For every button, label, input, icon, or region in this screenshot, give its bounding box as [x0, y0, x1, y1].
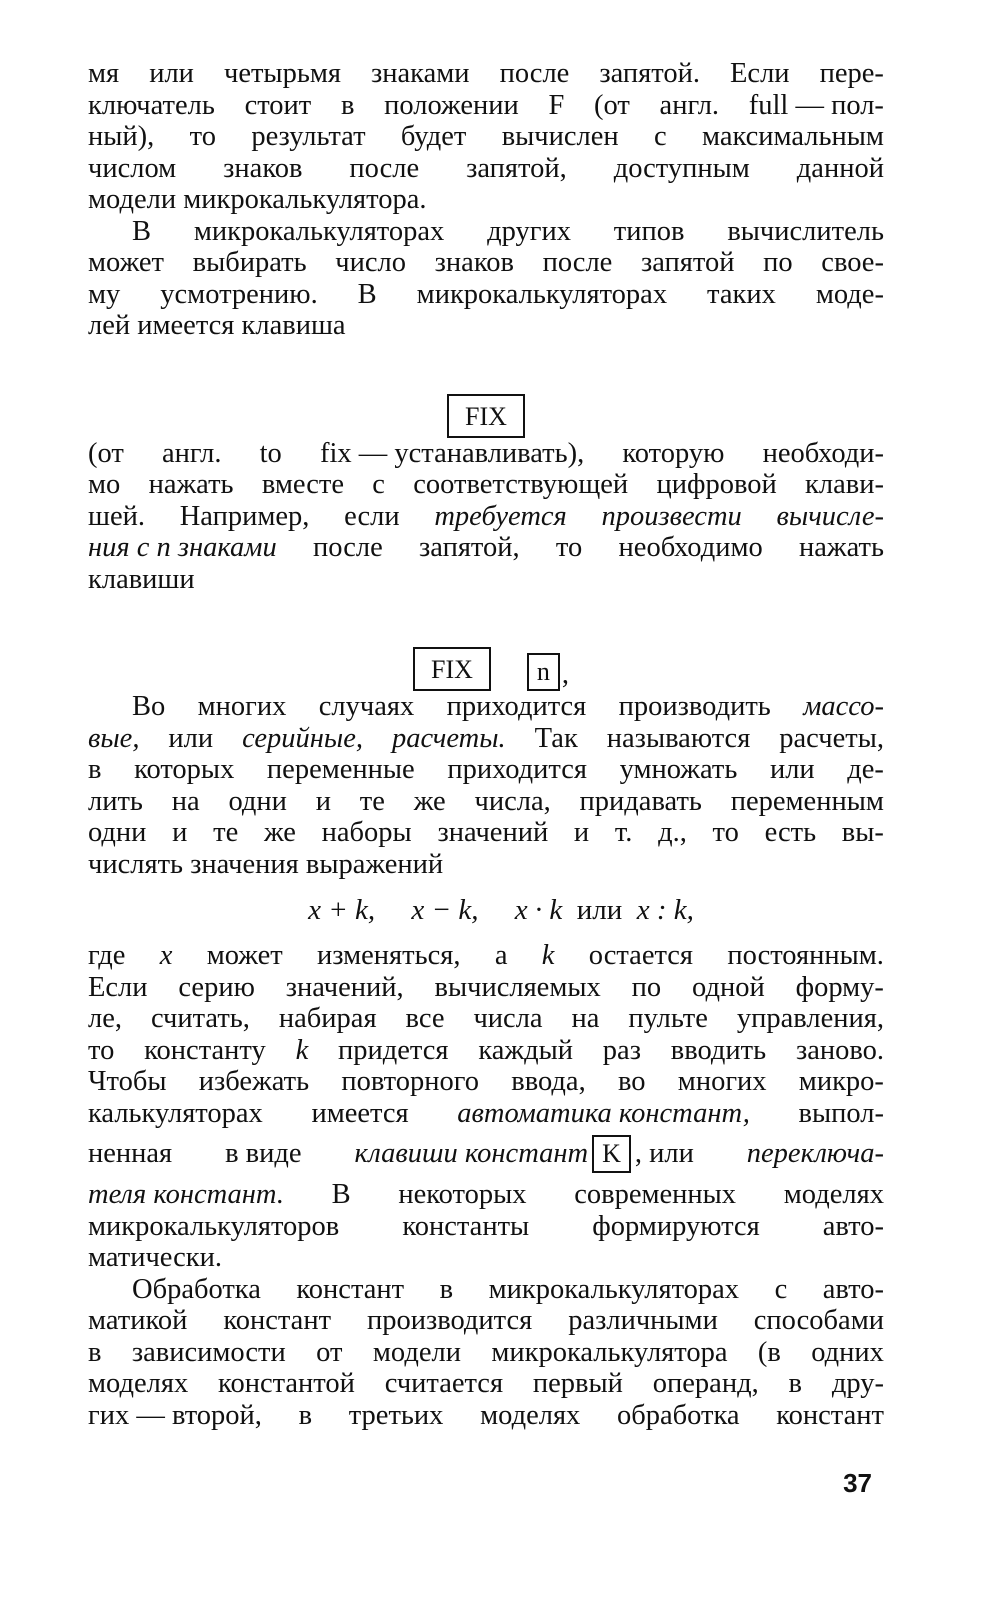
word: нажать: [148, 469, 234, 500]
paragraph: [88, 216, 884, 342]
word: ключатель: [88, 89, 215, 121]
text-span: лей имеется клавиша: [88, 310, 346, 341]
word: есть: [764, 817, 817, 848]
word: изменяться,: [317, 940, 461, 971]
word: где: [88, 940, 126, 971]
word: full — пол-: [748, 89, 884, 121]
word: вычисляемых: [434, 971, 601, 1003]
word: после: [542, 247, 613, 278]
word: микро-: [798, 1066, 884, 1097]
word: многих: [197, 691, 287, 722]
text-span: числять значения выражений: [88, 848, 444, 880]
word: на: [571, 1003, 600, 1034]
word: третьих: [348, 1399, 444, 1431]
word: же: [263, 817, 296, 848]
text-line: [88, 691, 884, 723]
word: константы: [402, 1210, 530, 1242]
word: переменным: [730, 785, 884, 817]
word: усмотрению.: [160, 278, 318, 310]
text-line: [88, 1400, 884, 1432]
word: если: [344, 500, 400, 532]
word: запятой: [640, 247, 735, 278]
text-line: [88, 90, 884, 122]
text-line: [88, 817, 884, 849]
word: запятой.: [599, 58, 700, 89]
word: пере-: [819, 58, 884, 89]
text-span: ненная: [88, 1138, 173, 1169]
word: вы-: [841, 817, 884, 848]
word: fix — устанавливать),: [319, 437, 585, 469]
word: с: [372, 469, 385, 500]
italic-term: вычисле-: [776, 500, 884, 532]
word: приходится: [446, 691, 587, 722]
paragraph: [88, 58, 884, 216]
word: Во: [132, 691, 166, 722]
word: может: [206, 940, 283, 971]
word: различными: [568, 1305, 718, 1336]
word: F: [548, 89, 565, 121]
text-span: модели микрокалькулятора.: [88, 184, 427, 215]
italic-term: переключа-: [746, 1138, 884, 1169]
word: постоянным.: [727, 940, 884, 971]
word: нажать: [799, 532, 884, 563]
word: т.: [614, 817, 633, 848]
italic-term: k: [541, 940, 555, 971]
paragraph: [88, 438, 884, 596]
word: Например,: [179, 500, 310, 532]
word: мя: [88, 58, 120, 89]
word: свое-: [821, 247, 884, 278]
word: которую: [622, 437, 725, 469]
text-span: клавиши: [88, 563, 195, 595]
word: те: [359, 785, 385, 817]
italic-term: x: [159, 940, 173, 971]
word: то: [712, 817, 739, 848]
word: с: [774, 1273, 788, 1305]
fix-key: FIX: [447, 394, 525, 438]
word: пульте: [628, 1003, 708, 1034]
text-line: [88, 849, 884, 881]
word: константу: [144, 1034, 266, 1066]
word: цифровой: [656, 469, 777, 500]
word: управления,: [736, 1003, 884, 1034]
word: повторного: [341, 1066, 479, 1097]
key-display-fix: [88, 342, 884, 438]
word: моделях: [88, 1368, 189, 1399]
word: соответствующей: [413, 469, 629, 500]
word: и: [315, 785, 331, 817]
text-line: [88, 1368, 884, 1400]
word: константой: [218, 1368, 355, 1399]
text-line: [88, 532, 884, 564]
word: констант: [296, 1273, 405, 1305]
word: переменные: [266, 754, 415, 785]
word: первый: [532, 1368, 623, 1399]
word: четырьмя: [223, 58, 341, 89]
word: необходимо: [618, 532, 763, 563]
word: каждый: [478, 1034, 573, 1066]
word: знаков: [223, 152, 303, 184]
word: констант: [223, 1305, 332, 1336]
word: Если: [88, 971, 148, 1003]
word: способами: [753, 1305, 884, 1336]
word: наборы: [321, 817, 412, 848]
word: моделях: [480, 1399, 581, 1431]
word: вычислен: [501, 121, 619, 152]
text-line: [88, 1098, 884, 1130]
expression-quotient: x : k,: [636, 894, 694, 926]
text-line: [88, 1337, 884, 1369]
word: или: [168, 722, 214, 754]
word: заново.: [795, 1034, 884, 1066]
word: или: [769, 754, 815, 785]
text-line: [88, 972, 884, 1004]
word: выпол-: [798, 1097, 884, 1129]
word: многих: [677, 1066, 767, 1097]
word: считается: [384, 1368, 504, 1399]
word: случаях: [318, 691, 415, 722]
word: стоит: [244, 89, 312, 121]
fix-key: FIX: [413, 647, 491, 691]
paragraph: [88, 1274, 884, 1432]
word: в: [88, 754, 102, 785]
text-line: [88, 184, 884, 216]
word: констант: [776, 1399, 884, 1431]
text-line: [88, 279, 884, 311]
formula-conjunction: или: [576, 894, 623, 926]
word: других: [487, 215, 571, 247]
expression-difference: x − k,: [411, 894, 479, 926]
text-line: [88, 438, 884, 470]
word: запятой,: [419, 532, 520, 563]
word: гих — второй,: [88, 1399, 262, 1431]
word: моделях: [783, 1179, 884, 1210]
word: результат: [251, 121, 366, 152]
word: выбирать: [192, 247, 307, 278]
italic-term: k: [295, 1034, 309, 1066]
italic-term: автоматика констант,: [457, 1097, 750, 1129]
word: клави-: [805, 469, 884, 500]
word: значений: [437, 817, 549, 848]
text-line: [88, 1305, 884, 1337]
word: с: [654, 121, 667, 152]
word: одной: [692, 971, 765, 1003]
word: серию: [178, 971, 255, 1003]
word: to: [259, 437, 282, 469]
word: раз: [602, 1034, 641, 1066]
word: вместе: [261, 469, 344, 500]
word: микрокалькулятора: [491, 1336, 728, 1368]
text-line: [88, 723, 884, 755]
word: (в: [757, 1336, 781, 1368]
word: числом: [88, 152, 177, 184]
word: (от: [88, 437, 124, 469]
word: типов: [613, 215, 685, 247]
word: д.,: [658, 817, 687, 848]
text-line: [88, 1179, 884, 1211]
paragraph: [88, 691, 884, 880]
word: вводить: [670, 1034, 767, 1066]
word: формируются: [592, 1210, 760, 1242]
word: авто-: [822, 1210, 884, 1242]
text-line: [88, 1003, 884, 1035]
text-line: [88, 1211, 884, 1243]
word: по: [763, 247, 793, 278]
word: вычислитель: [727, 215, 884, 247]
italic-term: вые,: [88, 722, 140, 754]
word: матикой: [88, 1305, 188, 1336]
word: Если: [730, 58, 790, 89]
text-line: [88, 1035, 884, 1067]
word: после: [499, 58, 570, 89]
word: операнд,: [652, 1368, 759, 1399]
text-line: [88, 1129, 884, 1179]
word: данной: [796, 152, 884, 184]
word: знаками: [371, 58, 470, 89]
word: в: [88, 1336, 102, 1368]
word: ле,: [88, 1003, 122, 1034]
word: на: [171, 785, 200, 817]
word: англ.: [161, 437, 222, 469]
text-line: [88, 1274, 884, 1306]
text-line: [88, 247, 884, 279]
word: В: [132, 215, 152, 247]
word: знаков: [434, 247, 514, 278]
word: в: [788, 1368, 803, 1399]
k-key: K: [592, 1135, 631, 1173]
word: одни: [228, 785, 287, 817]
text-line: [88, 1066, 884, 1098]
word: микрокалькуляторов: [88, 1210, 340, 1242]
word: некоторых: [398, 1179, 527, 1210]
word: считать,: [150, 1003, 250, 1034]
word: (от: [594, 89, 630, 121]
text-line: [88, 121, 884, 153]
word: а: [494, 940, 508, 971]
text-line: [88, 1242, 884, 1274]
word: которых: [134, 754, 235, 785]
word: современных: [574, 1179, 737, 1210]
key-display-fix-n: [88, 595, 884, 691]
word: му: [88, 278, 121, 310]
text-line: [88, 754, 884, 786]
word: зависимости: [131, 1336, 286, 1368]
word: может: [88, 247, 164, 278]
text-line: [88, 501, 884, 533]
word: то: [555, 532, 583, 563]
word: доступным: [613, 152, 750, 184]
word: одни: [88, 817, 147, 848]
word: называются: [606, 722, 751, 754]
word: запятой,: [466, 152, 567, 184]
italic-term: требуется: [434, 500, 567, 532]
word: дру-: [831, 1368, 884, 1399]
word: моде-: [815, 278, 884, 310]
word: числа,: [474, 785, 551, 817]
text-line: [88, 469, 884, 501]
word: после: [313, 532, 383, 563]
word: микрокалькуляторах: [416, 278, 668, 310]
word: те: [213, 817, 239, 848]
word: модели: [372, 1336, 461, 1368]
expression-sum: x + k,: [308, 894, 376, 926]
word: в: [298, 1399, 313, 1431]
word: приходится: [447, 754, 587, 785]
word: все: [405, 1003, 445, 1034]
word: будет: [400, 121, 467, 152]
text-span: в виде: [225, 1138, 302, 1169]
word: таких: [707, 278, 776, 310]
word: микрокалькуляторах: [193, 215, 445, 247]
word: Обработка: [132, 1273, 261, 1305]
word: набирая: [278, 1003, 377, 1034]
word: Чтобы: [88, 1066, 167, 1097]
word: В: [331, 1179, 351, 1210]
italic-term: массо-: [803, 691, 884, 722]
word: форму-: [795, 971, 884, 1003]
italic-term: ния с n знаками: [88, 532, 277, 563]
word: в: [439, 1273, 454, 1305]
word: производится: [366, 1305, 533, 1336]
word: микрокалькуляторах: [488, 1273, 740, 1305]
word: обработка: [617, 1399, 740, 1431]
text-line: [88, 940, 884, 972]
word: то: [88, 1034, 115, 1066]
italic-term: теля констант.: [88, 1179, 284, 1210]
word: остается: [588, 940, 694, 971]
word: число: [335, 247, 407, 278]
italic-term: расчеты.: [391, 722, 506, 754]
text-line: [88, 58, 884, 90]
word: ный),: [88, 121, 155, 152]
word: в: [340, 89, 355, 121]
punctuation: ,: [561, 659, 570, 690]
word: от: [316, 1336, 343, 1368]
text-line: [88, 564, 884, 596]
expression-product: x · k: [514, 894, 563, 926]
word: значений,: [285, 971, 404, 1003]
word: придавать: [579, 785, 702, 817]
italic-term: произвести: [601, 500, 742, 532]
word: придется: [338, 1034, 449, 1066]
word: авто-: [822, 1273, 884, 1305]
word: числа: [473, 1003, 543, 1034]
formula-line: [88, 880, 884, 940]
paragraph: [88, 940, 884, 1274]
text-line: [88, 310, 884, 342]
word: В: [357, 278, 377, 310]
n-key: n: [527, 653, 560, 691]
page-number: 37: [843, 1468, 872, 1498]
italic-term: серийные,: [242, 722, 364, 754]
word: положении: [384, 89, 519, 121]
text-line: [88, 153, 884, 185]
word: производить: [618, 691, 771, 722]
text-line: [88, 786, 884, 818]
word: Так: [534, 722, 578, 754]
word: во: [617, 1066, 646, 1097]
word: максимальным: [702, 121, 884, 152]
word: то: [189, 121, 216, 152]
text-line: [88, 216, 884, 248]
word: и: [573, 817, 590, 848]
word: мо: [88, 469, 121, 500]
word: лить: [88, 785, 143, 817]
word: калькуляторах: [88, 1097, 263, 1129]
word: или: [149, 58, 194, 89]
word: одних: [811, 1336, 884, 1368]
word: необходи-: [762, 437, 884, 469]
word: по: [631, 971, 662, 1003]
word: же: [413, 785, 446, 817]
word: расчеты,: [779, 722, 884, 754]
word: ввода,: [511, 1066, 586, 1097]
word: после: [349, 152, 420, 184]
word: имеется: [311, 1097, 409, 1129]
word: и: [172, 817, 188, 848]
word: де-: [847, 754, 884, 785]
italic-term: клавиши констант: [354, 1138, 589, 1169]
word: англ.: [659, 89, 720, 121]
text-span: матически.: [88, 1242, 223, 1273]
text-span: , или: [634, 1138, 694, 1169]
word: шей.: [88, 500, 145, 532]
word: умножать: [619, 754, 738, 785]
word: избежать: [198, 1066, 310, 1097]
